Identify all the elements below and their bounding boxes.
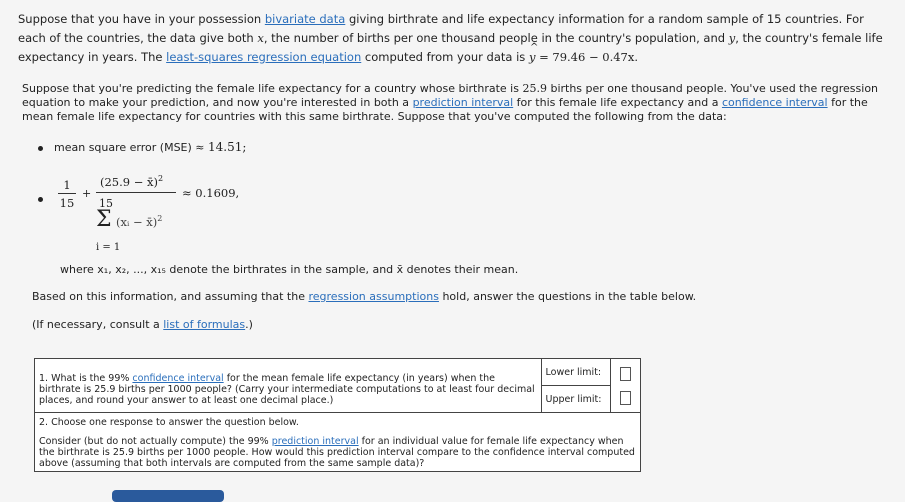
scenario-text: Suppose that you're predicting the female life expectancy for a country whose birthrate is — [22, 82, 523, 95]
question-row-2 — [35, 413, 641, 472]
intro-text: , the country's female life expectancy in years. The — [18, 31, 883, 64]
sum-index: i = 1 — [96, 242, 121, 253]
lower-limit-input[interactable] — [620, 367, 631, 381]
intro-paragraph — [18, 10, 888, 67]
q2-prediction-interval-link[interactable]: prediction interval — [271, 436, 359, 447]
fraction-one-over-fifteen — [56, 178, 78, 210]
scenario-text: for the mean female life expectancy for countries with this same birthrate. Suppose that you've computed the following from the data: — [22, 96, 868, 123]
intro-text: computed from your data is — [361, 50, 529, 64]
scenario-text: for this female life expectancy and a — [513, 96, 722, 109]
scenario-paragraph — [22, 82, 882, 124]
scenario-text: births per one thousand people. You've used the regression equation to make your prediction, and now you're interested in both a — [22, 82, 879, 109]
fraction-bar — [96, 192, 176, 193]
numerator-one: 1 — [63, 178, 71, 192]
bullet-icon — [38, 197, 43, 202]
formula-value: 0.1609, — [195, 186, 240, 200]
confidence-interval-link[interactable]: confidence interval — [721, 96, 828, 109]
plus-sign: + — [82, 187, 92, 200]
where-text: where x₁, x₂, ..., x₁₅ denote the birthrates in the sample, and x̄ denotes their mean. — [60, 263, 519, 276]
q2-cell — [35, 413, 641, 472]
lower-limit-label: Lower limit: — [541, 359, 610, 386]
least-squares-link[interactable]: least-squares regression equation — [166, 50, 362, 64]
intro-text: , the number of births per one thousand people in the country's population, and — [263, 31, 729, 45]
approx-symbol: ≈ — [195, 141, 205, 154]
formula-result: ≈ 0.1609, — [182, 186, 240, 200]
upper-limit-input[interactable] — [620, 391, 631, 405]
upper-limit-label: Upper limit: — [541, 386, 610, 413]
list-of-formulas-link[interactable]: list of formulas — [163, 318, 246, 331]
birthrate-value: 25.9 — [522, 82, 547, 95]
q1-confidence-interval-link[interactable]: confidence interval — [132, 373, 224, 384]
intro-text: Suppose that you have in your possession — [18, 12, 265, 26]
sigma-icon: Σ — [96, 207, 112, 232]
mse-label: mean square error (MSE) — [54, 141, 192, 154]
mse-line — [54, 140, 246, 154]
based-text: Based on this information, and assuming that the regression assumptions hold, answer the questions in the table below. — [32, 290, 697, 303]
bullet-icon — [38, 146, 43, 151]
y-hat: ^ y — [528, 42, 539, 64]
sum-term: (xᵢ − x̄)$^2$ — [116, 214, 163, 229]
formula-numerator: (25.9 − x̄)$^2$ — [100, 174, 164, 189]
answer-boxes — [610, 359, 640, 413]
q2-header: 2. Choose one response to answer the question below. — [39, 417, 299, 428]
question-row-1 — [35, 359, 641, 386]
denominator-fifteen: 15 — [59, 196, 75, 210]
regression-equation: = 79.46 − 0.47x. — [539, 50, 639, 64]
mse-value: 14.51; — [208, 140, 247, 154]
intro-text: giving birthrate and life expectancy information for a random sample of 15 countries. For each of the countries, the data give both — [18, 12, 864, 45]
sum-upper-limit: 15 — [99, 197, 113, 210]
consult-text: (If necessary, consult a list of formulas.) — [32, 318, 253, 331]
var-y: y — [728, 31, 736, 45]
prediction-interval-link[interactable]: prediction interval — [412, 96, 514, 109]
q2-text: Consider (but do not actually compute) the 99% prediction interval for an individual value for female life expectancy when the birthrate is 25.9 births per 1000 people. How would this prediction interval compare to the confidence interval computed above (assuming that both intervals are computed from the same sample data)? — [39, 436, 635, 469]
regression-assumptions-link[interactable]: regression assumptions — [308, 290, 439, 303]
submit-button[interactable] — [112, 490, 224, 502]
q1-text: 1. What is the 99% confidence interval for the mean female life expectancy (in years) when the birthrate is 25.9 births per 1000 people? (Carry your intermediate computations to at least four decimal places, and round your answer to at least one decimal place.) — [35, 359, 542, 413]
question-table — [34, 358, 641, 472]
bivariate-data-link[interactable]: bivariate data — [264, 12, 346, 26]
var-x: x — [257, 31, 264, 45]
